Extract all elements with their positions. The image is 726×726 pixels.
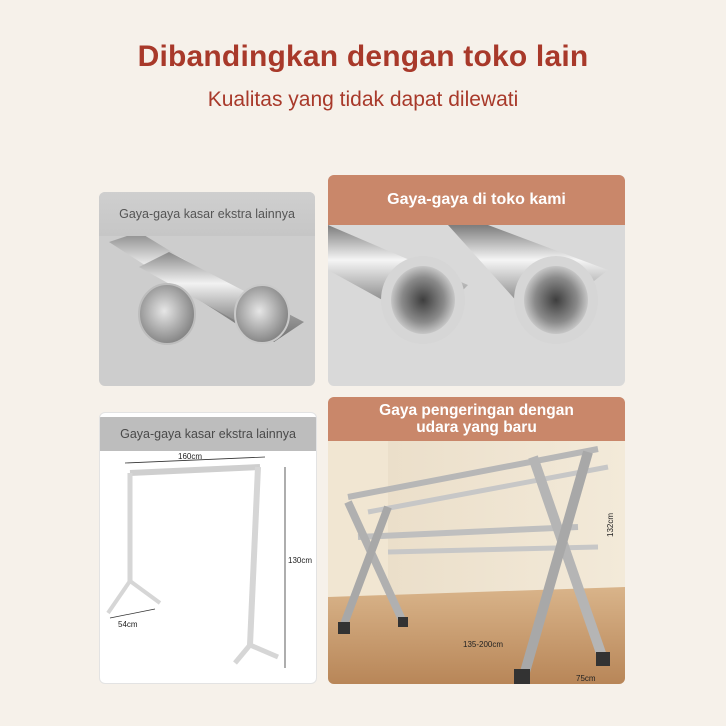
our-rack-width: 135-200cm bbox=[463, 640, 504, 649]
our-rack-panel bbox=[328, 397, 625, 684]
our-pipe-label: Gaya-gaya di toko kami bbox=[328, 175, 625, 225]
page-title: Dibandingkan dengan toko lain bbox=[137, 40, 589, 73]
our-rack-label-line2: udara yang baru bbox=[416, 419, 537, 436]
other-rack-label: Gaya-gaya kasar ekstra lainnya bbox=[100, 417, 316, 451]
other-pipe-panel bbox=[99, 192, 315, 386]
page-subtitle: Kualitas yang tidak dapat dilewati bbox=[207, 88, 519, 111]
other-rack-width: 160cm bbox=[178, 452, 203, 461]
our-rack-label bbox=[328, 397, 625, 441]
simple-rack-diagram bbox=[100, 413, 316, 683]
our-rack-height: 132cm bbox=[606, 512, 615, 537]
our-rack-base: 75cm bbox=[576, 674, 596, 683]
our-pipe-panel bbox=[328, 175, 625, 386]
other-rack-panel bbox=[99, 412, 317, 684]
other-rack-height: 130cm bbox=[288, 556, 313, 565]
our-rack-label-line1: Gaya pengeringan dengan bbox=[379, 402, 574, 419]
other-pipe-label: Gaya-gaya kasar ekstra lainnya bbox=[99, 192, 315, 236]
other-rack-base: 54cm bbox=[118, 620, 138, 629]
